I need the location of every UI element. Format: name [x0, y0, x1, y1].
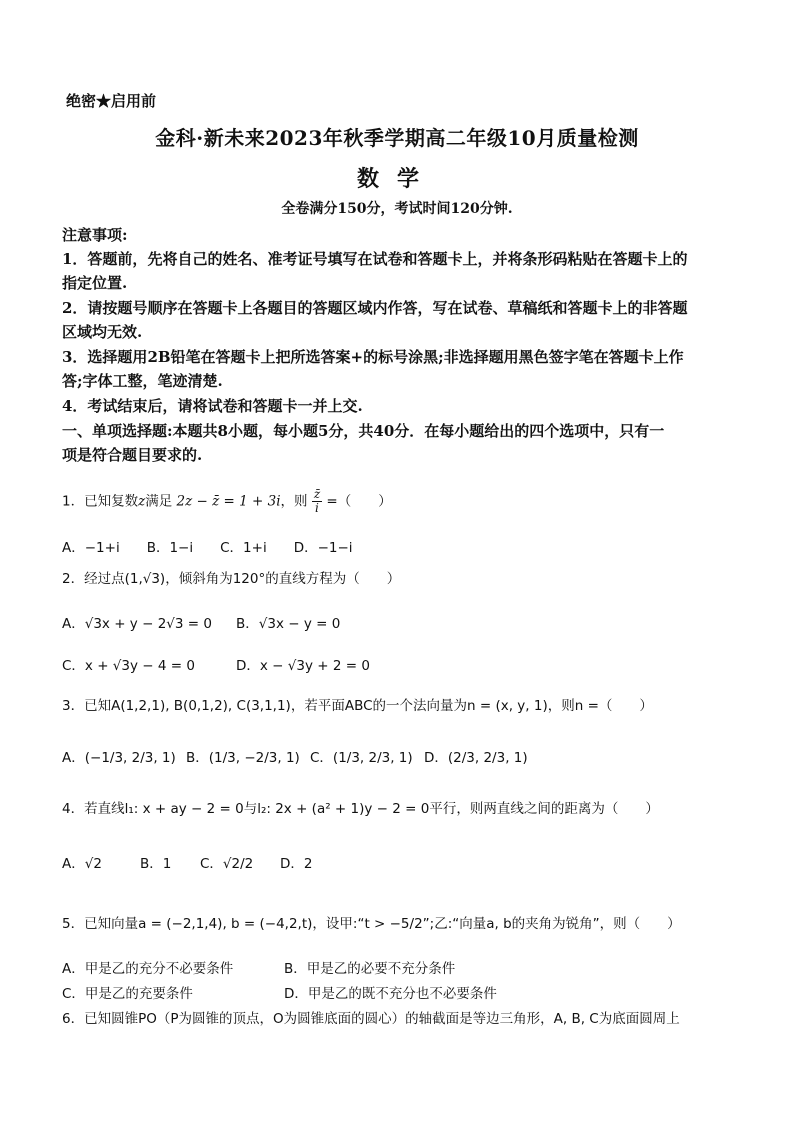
question-4-option-b: B．1 — [140, 856, 172, 872]
question-6-stem: 6．已知圆锥PO（P为圆锥的顶点，O为圆锥底面的圆心）的轴截面是等边三角形，A, B, C为底面圆周上 — [62, 1011, 680, 1027]
notice-line-5: 3．选择题用2B铅笔在答题卡上把所选答案+的标号涂黑;非选择题用黑色签字笔在答题卡上作 — [62, 348, 684, 366]
exam-title: 金科·新未来2023年秋季学期高二年级10月质量检测 — [155, 126, 639, 150]
question-3-option-c: C．(1/3, 2/3, 1) — [310, 750, 413, 766]
question-3-option-b: B．(1/3, −2/3, 1) — [186, 750, 300, 766]
question-3-option-d: D．(2/3, 2/3, 1) — [424, 750, 528, 766]
subject-title: 数学 — [356, 166, 437, 192]
question-1-stem: 1．已知复数z满足 2z − z̄ = 1 + 3i，则 $\frac{z̄}{i}$ =（ ） — [62, 487, 392, 516]
question-5-option-b: B．甲是乙的必要不充分条件 — [284, 961, 456, 977]
question-4-option-a: A．√2 — [62, 856, 102, 872]
question-2-option-c: C．x + √3y − 4 = 0 — [62, 658, 195, 674]
question-3-stem: 3．已知A(1,2,1), B(0,1,2), C(3,1,1)，若平面ABC的一个法向量为n = (x, y, 1)，则n =（ ） — [62, 698, 653, 714]
question-2-option-a: A．√3x + y − 2√3 = 0 — [62, 616, 212, 632]
question-1-fraction: $\frac{z̄}{i}$ — [313, 487, 321, 516]
notice-heading: 注意事项: — [62, 226, 128, 244]
section-heading-line-1: 一、单项选择题:本题共8小题，每小题5分，共40分．在每小题给出的四个选项中，只有一 — [62, 422, 665, 440]
question-5-stem: 5．已知向量a = (−2,1,4), b = (−4,2,t)，设甲:“t > −5/2”;乙:“向量a, b的夹角为锐角”，则（ ） — [62, 916, 681, 932]
question-4-option-d: D．2 — [280, 856, 313, 872]
question-5-option-a: A．甲是乙的充分不必要条件 — [62, 961, 234, 977]
question-1-options: A．−1+i B．1−i C．1+i D．−1−i — [62, 540, 353, 556]
question-5-option-d: D．甲是乙的既不充分也不必要条件 — [284, 986, 497, 1002]
notice-line-1: 1．答题前，先将自己的姓名、准考证号填写在试卷和答题卡上，并将条形码粘贴在答题卡上的 — [62, 250, 688, 268]
secret-label: 绝密★启用前 — [66, 92, 157, 110]
question-3-option-a: A．(−1/3, 2/3, 1) — [62, 750, 176, 766]
question-1-equation: 2z − z̄ = 1 + 3i — [176, 493, 281, 510]
notice-line-7: 4．考试结束后，请将试卷和答题卡一并上交. — [62, 397, 363, 415]
notice-line-6: 答;字体工整，笔迹清楚. — [62, 372, 223, 390]
question-2-stem: 2．经过点(1,√3)，倾斜角为120°的直线方程为（ ） — [62, 571, 401, 587]
notice-line-2: 指定位置. — [62, 274, 128, 292]
section-heading-line-2: 项是符合题目要求的. — [62, 446, 203, 464]
notice-line-3: 2．请按题号顺序在答题卡上各题目的答题区域内作答，写在试卷、草稿纸和答题卡上的非答题 — [62, 299, 688, 317]
question-5-option-c: C．甲是乙的充要条件 — [62, 986, 193, 1002]
question-4-stem: 4．若直线l₁: x + ay − 2 = 0与l₂: 2x + (a² + 1)y − 2 = 0平行，则两直线之间的距离为（ ） — [62, 801, 659, 817]
full-mark-info: 全卷满分150分，考试时间120分钟. — [281, 201, 513, 217]
notice-line-4: 区域均无效. — [62, 323, 143, 341]
question-2-option-d: D．x − √3y + 2 = 0 — [236, 658, 370, 674]
question-4-option-c: C．√2/2 — [200, 856, 254, 872]
question-2-option-b: B．√3x − y = 0 — [236, 616, 341, 632]
